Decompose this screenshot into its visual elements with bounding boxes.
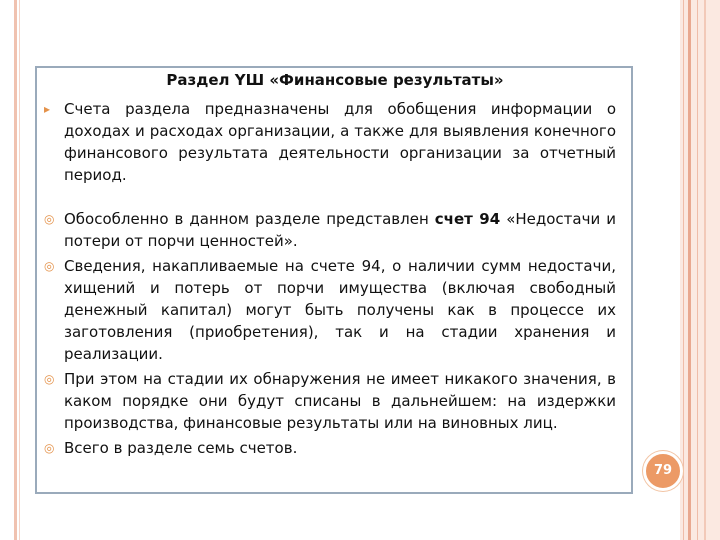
right-decorative-rule <box>704 0 706 540</box>
left-decorative-rule <box>14 0 17 540</box>
bullet-text-part: Обособленно в данном разделе представлен <box>64 210 435 228</box>
left-decorative-rule-thin <box>19 0 20 540</box>
bullet-item <box>44 368 616 434</box>
right-decorative-rule <box>697 0 698 540</box>
page-number-badge: 79 <box>643 451 683 491</box>
right-decorative-band <box>680 0 720 540</box>
bullet-item <box>44 208 616 252</box>
right-decorative-rule <box>683 0 684 540</box>
bullet-item <box>44 437 616 459</box>
circle-bullet-icon: ◎ <box>44 372 55 386</box>
bullet-text-part: «Недостачи и потери от порчи ценностей». <box>64 210 616 250</box>
circle-bullet-icon: ◎ <box>44 259 55 273</box>
right-decorative-rule <box>688 0 691 540</box>
bullet-text: Сведения, накапливаемые на счете 94, о наличии сумм недостачи, хищений и потерь от порчи имущества (включая свободный денежный капитал) могут быть получены как в процессе их заготовления (приобретения), так и на стадии хранения и реализации. <box>64 257 616 363</box>
bullet-item <box>44 98 616 186</box>
bullet-text: При этом на стадии их обнаружения не имеет никакого значения, в каком порядке они будут списаны в дальнейшем: на издержки производства, финансовые результаты или на виновных лиц. <box>64 370 616 432</box>
bullet-item <box>44 255 616 365</box>
circle-bullet-icon: ◎ <box>44 441 55 455</box>
arrow-bullet-icon: ▸ <box>44 102 51 116</box>
bullet-text: Счета раздела предназначены для обобщения информации о доходах и расходах организации, а также для выявления конечного финансового результата деятельности организации за отчетный период. <box>64 100 616 184</box>
bullet-text: Всего в разделе семь счетов. <box>64 439 298 457</box>
bullet-text <box>64 210 616 250</box>
account-highlight: счет 94 <box>434 210 501 228</box>
circle-bullet-icon: ◎ <box>44 212 55 226</box>
slide-title: Раздел YШ «Финансовые результаты» <box>166 71 504 89</box>
bullet-list <box>44 98 616 462</box>
